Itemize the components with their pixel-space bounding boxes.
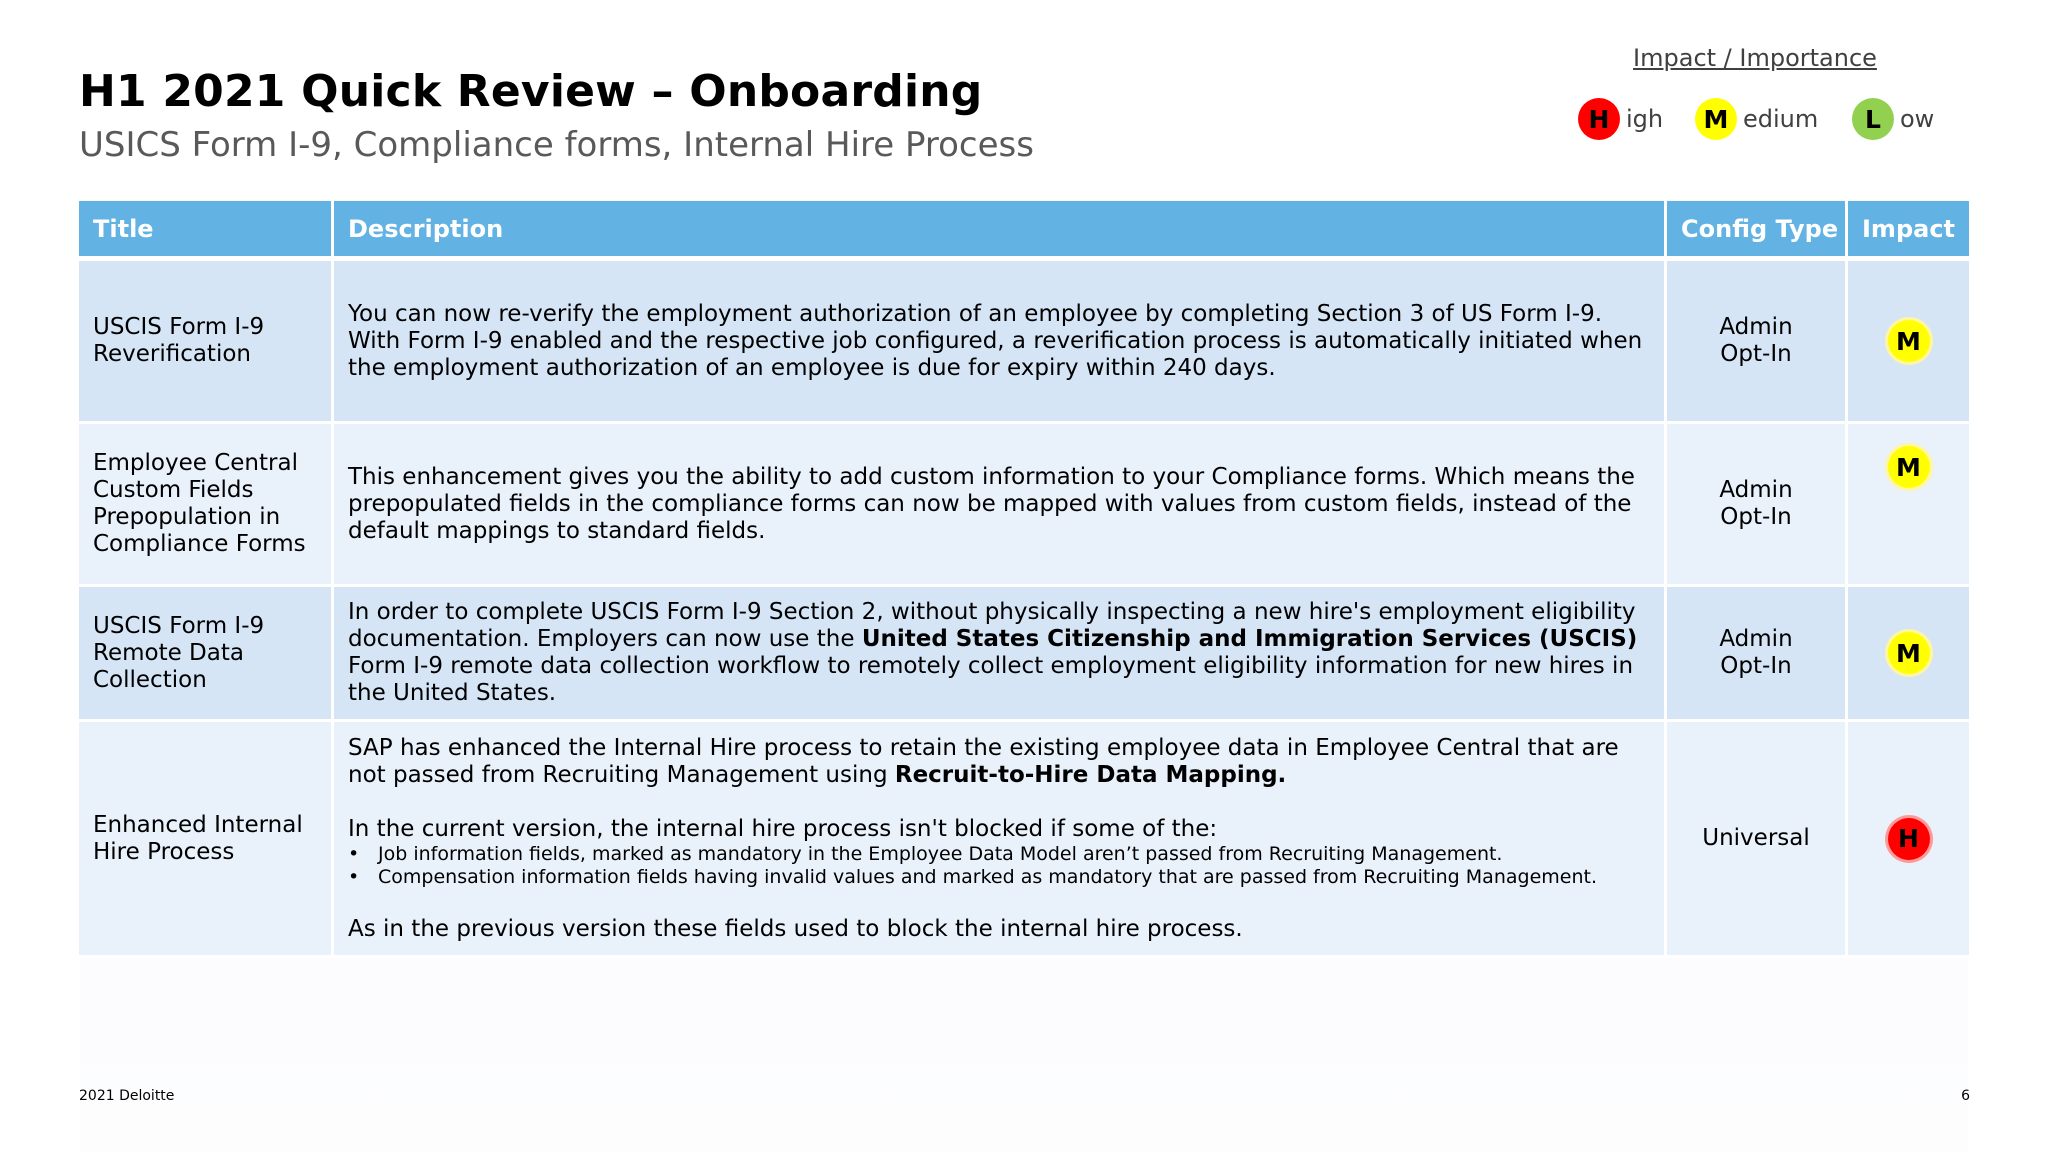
spacer: [348, 889, 1650, 916]
description-text: Form I-9 remote data collection workflow to remotely collect employment eligibility information for new hires in the United States.: [348, 653, 1634, 706]
description-bold-text: United States Citizenship and Immigration Services (USCIS): [861, 626, 1638, 652]
description-lead: In the current version, the internal hire process isn't blocked if some of the:: [348, 815, 1218, 842]
page-number: 6: [1961, 1088, 1970, 1104]
legend-item-medium: [1695, 98, 1818, 140]
list-item: • Compensation information fields having invalid values and marked as mandatory that are passed from Recruiting Management.: [348, 866, 1650, 889]
medium-impact-icon: M: [1888, 446, 1930, 488]
config-line: Opt-In: [1720, 504, 1792, 530]
low-impact-icon: L: [1852, 98, 1894, 140]
list-item: • Job information fields, marked as mandatory in the Employee Data Model aren’t passed from Recruiting Management.: [348, 843, 1650, 866]
description-text: In order to complete USCIS Form I-9 Section 2, without physically inspecting a new hire's employment eligibility documentation. Employers can now use the: [348, 599, 1636, 652]
row-description: [334, 587, 1667, 722]
legend-label-high: igh: [1626, 105, 1664, 133]
row-config-type: Universal: [1667, 722, 1848, 958]
medium-impact-icon: M: [1695, 98, 1737, 140]
medium-impact-icon: M: [1888, 632, 1930, 674]
medium-impact-icon: M: [1888, 320, 1930, 362]
legend-label-medium: edium: [1743, 105, 1819, 133]
description-text: SAP has enhanced the Internal Hire process to retain the existing employee data in Employee Central that are not passed from Recruiting Management using: [348, 734, 1619, 788]
row-title: USCIS Form I-9 Remote Data Collection: [79, 587, 334, 722]
row-title: Employee Central Custom Fields Prepopulation in Compliance Forms: [79, 424, 334, 587]
config-line: Opt-In: [1720, 653, 1792, 679]
description-outro: As in the previous version these fields used to block the internal hire process.: [348, 915, 1243, 942]
bullet-list: [348, 843, 1650, 889]
config-line: Admin: [1719, 626, 1793, 652]
row-config-type: [1667, 424, 1848, 587]
high-impact-icon: H: [1578, 98, 1620, 140]
high-impact-icon: H: [1888, 818, 1930, 860]
table-row: [79, 722, 1969, 958]
row-title: USCIS Form I-9 Reverification: [79, 261, 334, 424]
row-description: [334, 722, 1667, 958]
page-subtitle: USICS Form I-9, Compliance forms, Internal Hire Process: [79, 125, 1034, 165]
config-line: Opt-In: [1720, 341, 1792, 367]
row-impact: [1848, 424, 1969, 587]
table-row: [79, 424, 1969, 587]
review-table: [79, 201, 1969, 958]
table-header-row: [79, 201, 1969, 261]
config-line: Admin: [1719, 314, 1793, 340]
description-intro: [348, 735, 1650, 789]
config-line: Admin: [1719, 477, 1793, 503]
row-impact: [1848, 261, 1969, 424]
row-description: You can now re-verify the employment authorization of an employee by completing Section 3 of US Form I-9. With Form I-9 enabled and the respective job configured, a reverification process is automatically initiated when the employment authorization of an employee is due for expiry within 240 days.: [334, 261, 1667, 424]
spacer: [348, 789, 1650, 816]
row-title: Enhanced Internal Hire Process: [79, 722, 334, 958]
row-impact: [1848, 587, 1969, 722]
description-bold-text: Recruit-to-Hire Data Mapping.: [894, 761, 1287, 788]
column-header-title: Title: [79, 201, 334, 261]
column-header-config-type: Config Type: [1667, 201, 1848, 261]
legend-heading: Impact / Importance: [1633, 44, 1877, 72]
row-config-type: [1667, 587, 1848, 722]
column-header-impact: Impact: [1848, 201, 1969, 261]
column-header-description: Description: [334, 201, 1667, 261]
table-row: [79, 587, 1969, 722]
legend-label-low: ow: [1900, 105, 1935, 133]
row-description: This enhancement gives you the ability to add custom information to your Compliance forms. Which means the prepopulated fields in the compliance forms can now be mapped with values from custom fields, instead of the default mappings to standard fields.: [334, 424, 1667, 587]
legend-item-low: [1852, 98, 1934, 140]
row-impact: [1848, 722, 1969, 958]
footer-copyright: 2021 Deloitte: [79, 1088, 175, 1104]
page-title: H1 2021 Quick Review – Onboarding: [79, 66, 983, 117]
table-row: [79, 261, 1969, 424]
row-config-type: [1667, 261, 1848, 424]
legend-item-high: [1578, 98, 1663, 140]
